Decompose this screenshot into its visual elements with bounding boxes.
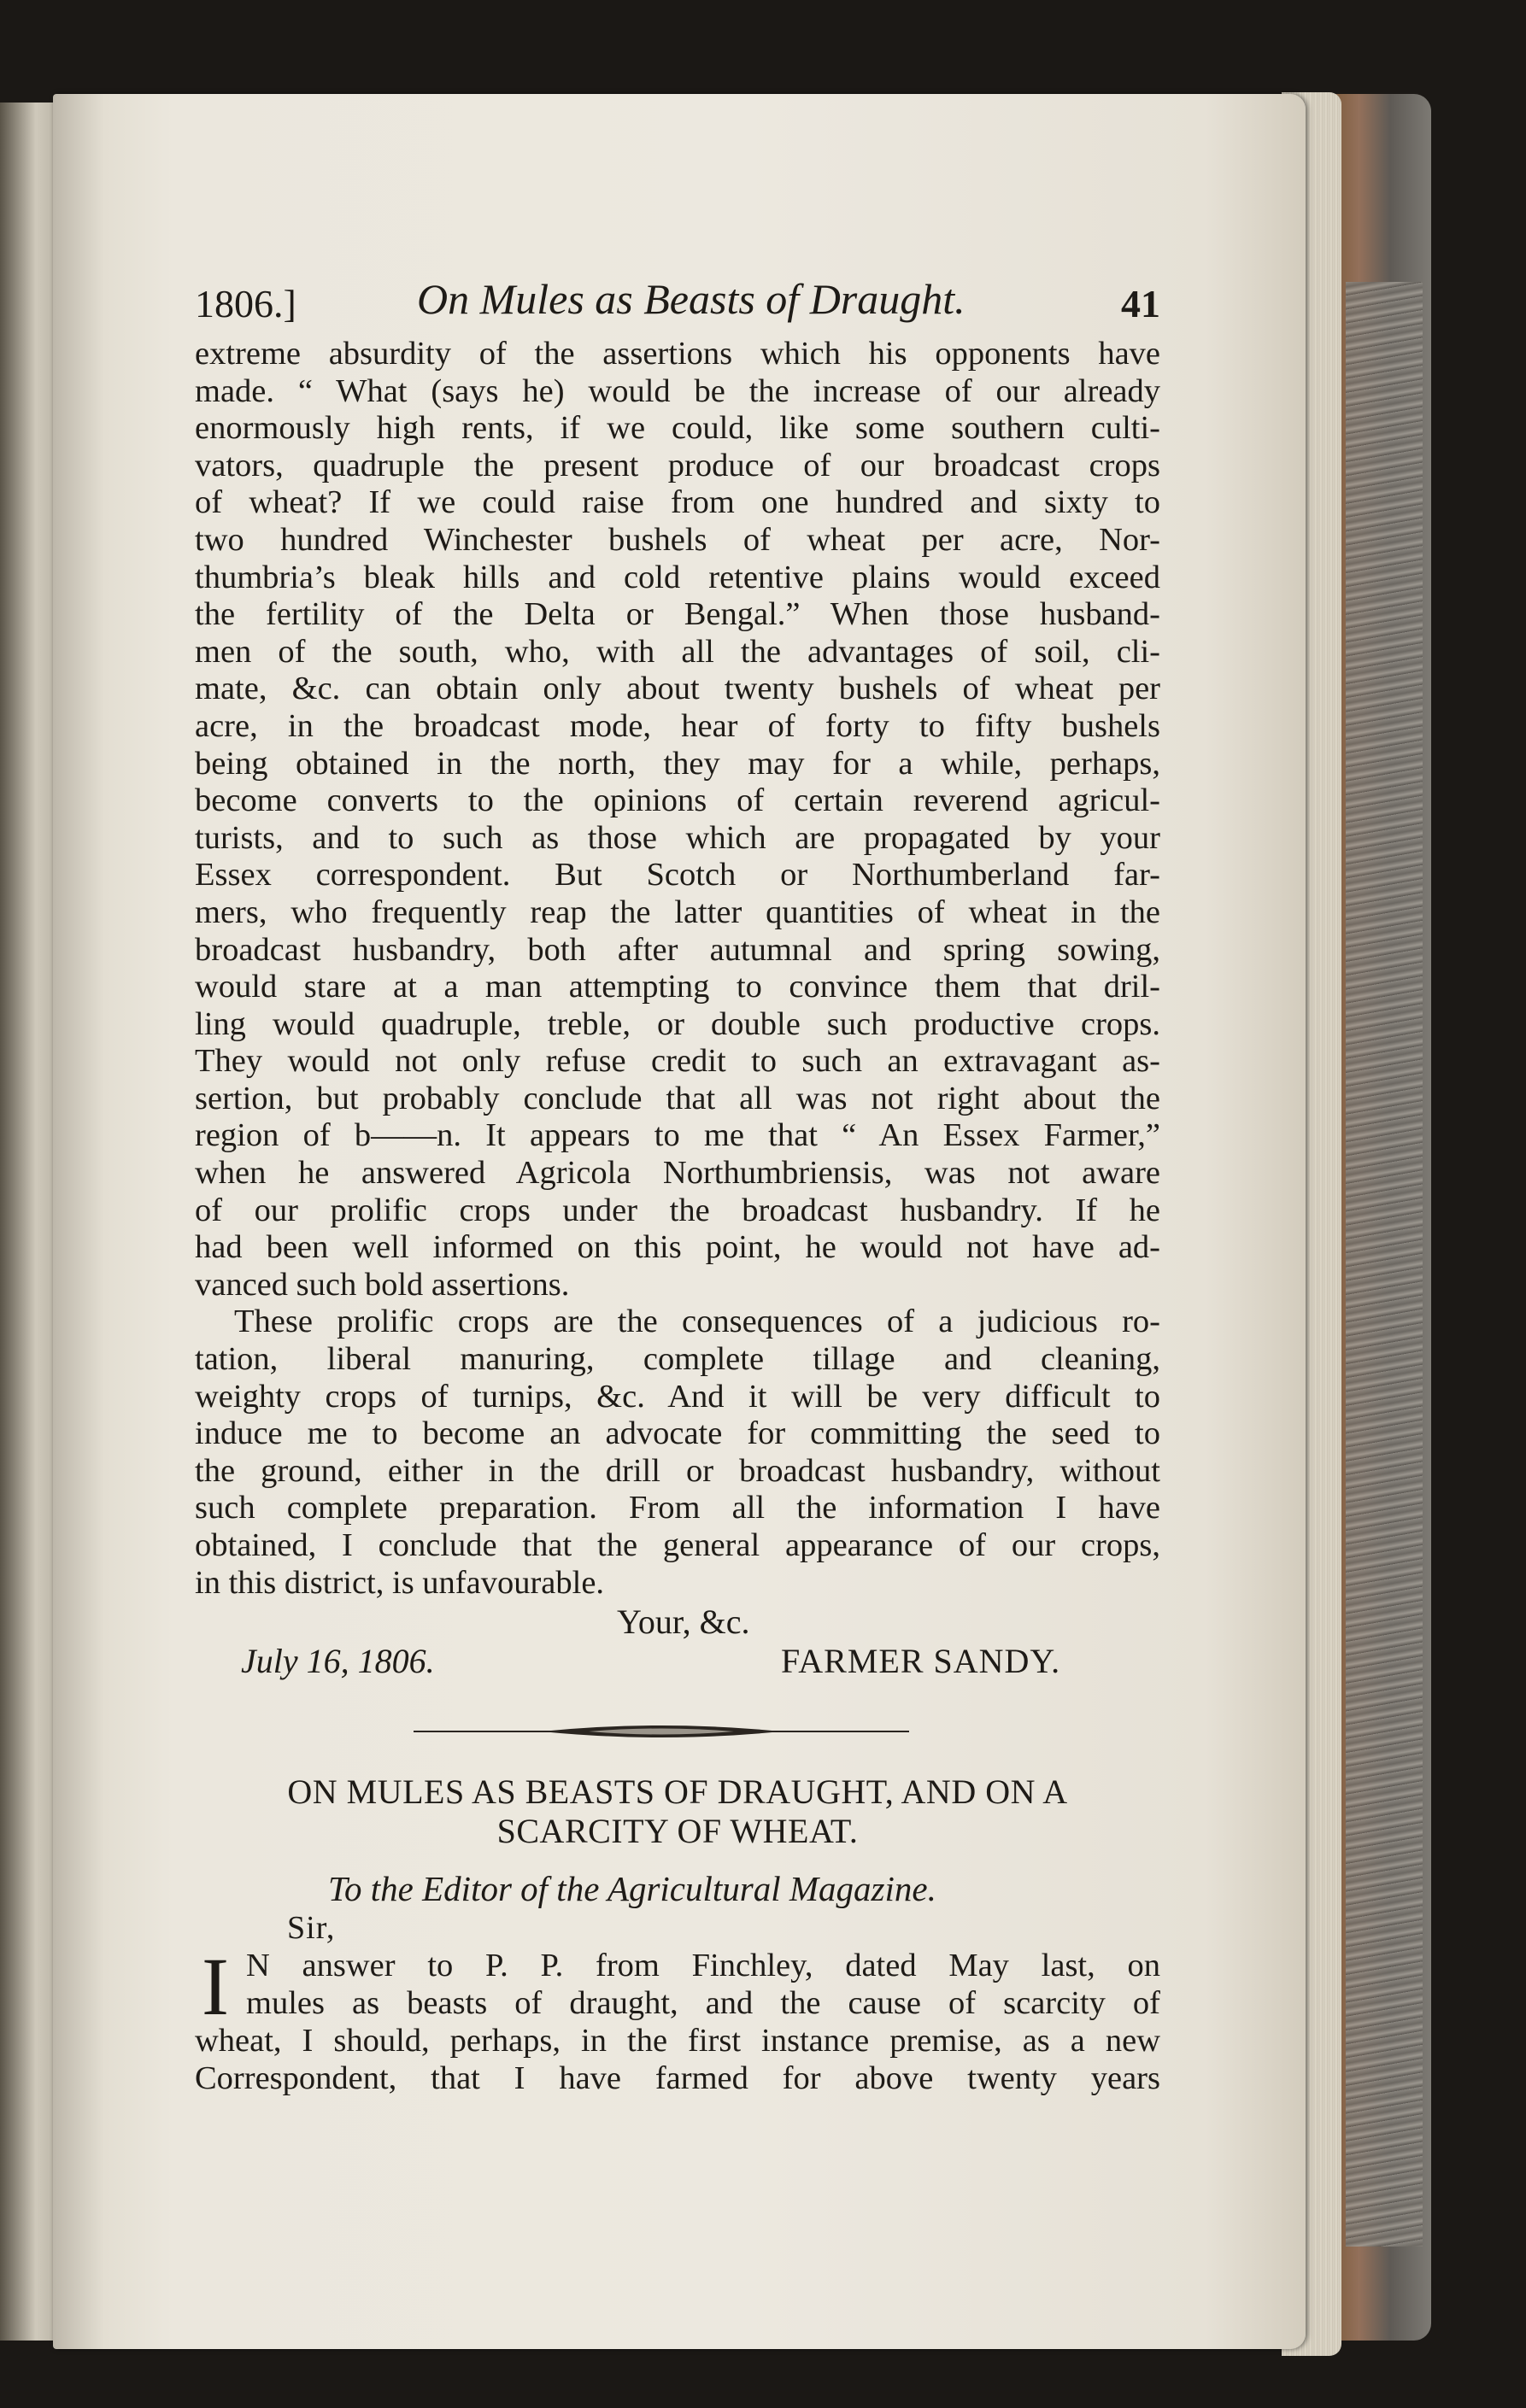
text-line: turists, and to such as those which are propagated by your xyxy=(195,819,1160,856)
text-line: mules as beasts of draught, and the cause of scarcity of xyxy=(246,1985,1160,2022)
text-line: obtained, I conclude that the general appearance of our crops, xyxy=(195,1527,1160,1563)
page-content xyxy=(195,269,1160,2097)
valediction xyxy=(195,1602,1160,1642)
text-line: induce me to become an advocate for committing the seed to xyxy=(195,1415,1160,1452)
body-paragraph-2 xyxy=(195,1304,1160,1602)
text-line: sertion, but probably conclude that all was not right about the xyxy=(195,1080,1160,1116)
text-line: extreme absurdity of the assertions which his opponents have xyxy=(195,336,1160,372)
text-line: made. “ What (says he) would be the increase of our already xyxy=(195,372,1160,409)
text-line: thumbria’s bleak hills and cold retentive plains would exceed xyxy=(195,559,1160,595)
signature: FARMER SANDY. xyxy=(781,1642,1061,1681)
text-line: region of b——n. It appears to me that “ An Essex Farmer,” xyxy=(195,1117,1160,1154)
text-line: the fertility of the Delta or Bengal.” When those husband- xyxy=(195,596,1160,633)
text-line: had been well informed on this point, he would not have ad- xyxy=(195,1229,1160,1266)
ornamental-divider xyxy=(195,1704,1160,1755)
text-line: tation, liberal manuring, complete tillage and cleaning, xyxy=(195,1341,1160,1378)
article-first-paragraph xyxy=(195,1941,1160,2097)
text-line: acre, in the broadcast mode, hear of forty to fifty bushels xyxy=(195,707,1160,744)
text-line: men of the south, who, with all the advantages of soil, cli- xyxy=(195,633,1160,670)
text-line: such complete preparation. From all the information I have xyxy=(195,1490,1160,1526)
left-page-edge xyxy=(0,103,60,2341)
page-number: 41 xyxy=(1121,282,1160,325)
book-cover-edge xyxy=(1329,94,1431,2341)
text-line: Essex correspondent. But Scotch or Northumberland far- xyxy=(195,857,1160,893)
text-line: mate, &c. can obtain only about twenty bushels of wheat per xyxy=(195,671,1160,707)
text-line: the ground, either in the drill or broadcast husbandry, without xyxy=(195,1452,1160,1489)
letter-date: July 16, 1806. xyxy=(241,1642,435,1681)
text-line: enormously high rents, if we could, like some southern culti- xyxy=(195,410,1160,447)
text-line: vators, quadruple the present produce of our broadcast crops xyxy=(195,447,1160,483)
text-line: They would not only refuse credit to such an extravagant as- xyxy=(195,1043,1160,1080)
text-line: vanced such bold assertions. xyxy=(195,1266,570,1303)
text-line: two hundred Winchester bushels of wheat per acre, Nor- xyxy=(195,521,1160,558)
text-line: when he answered Agricola Northumbriensis, was not aware xyxy=(195,1155,1160,1192)
drop-cap: I xyxy=(202,1941,229,2033)
text-line: in this district, is unfavourable. xyxy=(195,1564,605,1601)
valediction-text: Your, &c. xyxy=(617,1602,750,1642)
text-line: become converts to the opinions of certain reverend agricul- xyxy=(195,782,1160,819)
text-line: wheat, I should, perhaps, in the first instance premise, as a new xyxy=(195,2023,1160,2059)
article-title-line: SCARCITY OF WHEAT. xyxy=(496,1812,859,1851)
text-line: Correspondent, that I have farmed for above twenty years xyxy=(195,2060,1160,2097)
text-line: These prolific crops are the consequences of a judicious ro- xyxy=(234,1304,1160,1340)
text-line: ling would quadruple, treble, or double such productive crops. xyxy=(195,1005,1160,1042)
article-title-line: ON MULES AS BEASTS OF DRAUGHT, AND ON A xyxy=(287,1772,1068,1812)
text-line: N answer to P. P. from Finchley, dated May last, on xyxy=(246,1948,1160,1984)
editor-address: To the Editor of the Agricultural Magazine. xyxy=(328,1869,936,1909)
running-head-title: On Mules as Beasts of Draught. xyxy=(417,275,965,323)
salutation: Sir, xyxy=(287,1910,336,1947)
text-line: of wheat? If we could raise from one hundred and sixty to xyxy=(195,484,1160,521)
text-line: broadcast husbandry, both after autumnal and spring sowing, xyxy=(195,931,1160,968)
ornament-rule-icon xyxy=(414,1721,909,1742)
text-line: of our prolific crops under the broadcast husbandry. If he xyxy=(195,1192,1160,1228)
text-line: would stare at a man attempting to convince them that dril- xyxy=(195,969,1160,1005)
text-line: mers, who frequently reap the latter quantities of wheat in the xyxy=(195,893,1160,930)
article-title xyxy=(195,1772,1160,1851)
text-line: being obtained in the north, they may for a while, perhaps, xyxy=(195,745,1160,782)
text-line: weighty crops of turnips, &c. And it will be very difficult to xyxy=(195,1378,1160,1415)
running-head-year: 1806.] xyxy=(195,282,296,325)
running-head xyxy=(195,269,1160,329)
body-paragraph-1 xyxy=(195,336,1160,1304)
date-signature-line xyxy=(195,1639,1160,1682)
